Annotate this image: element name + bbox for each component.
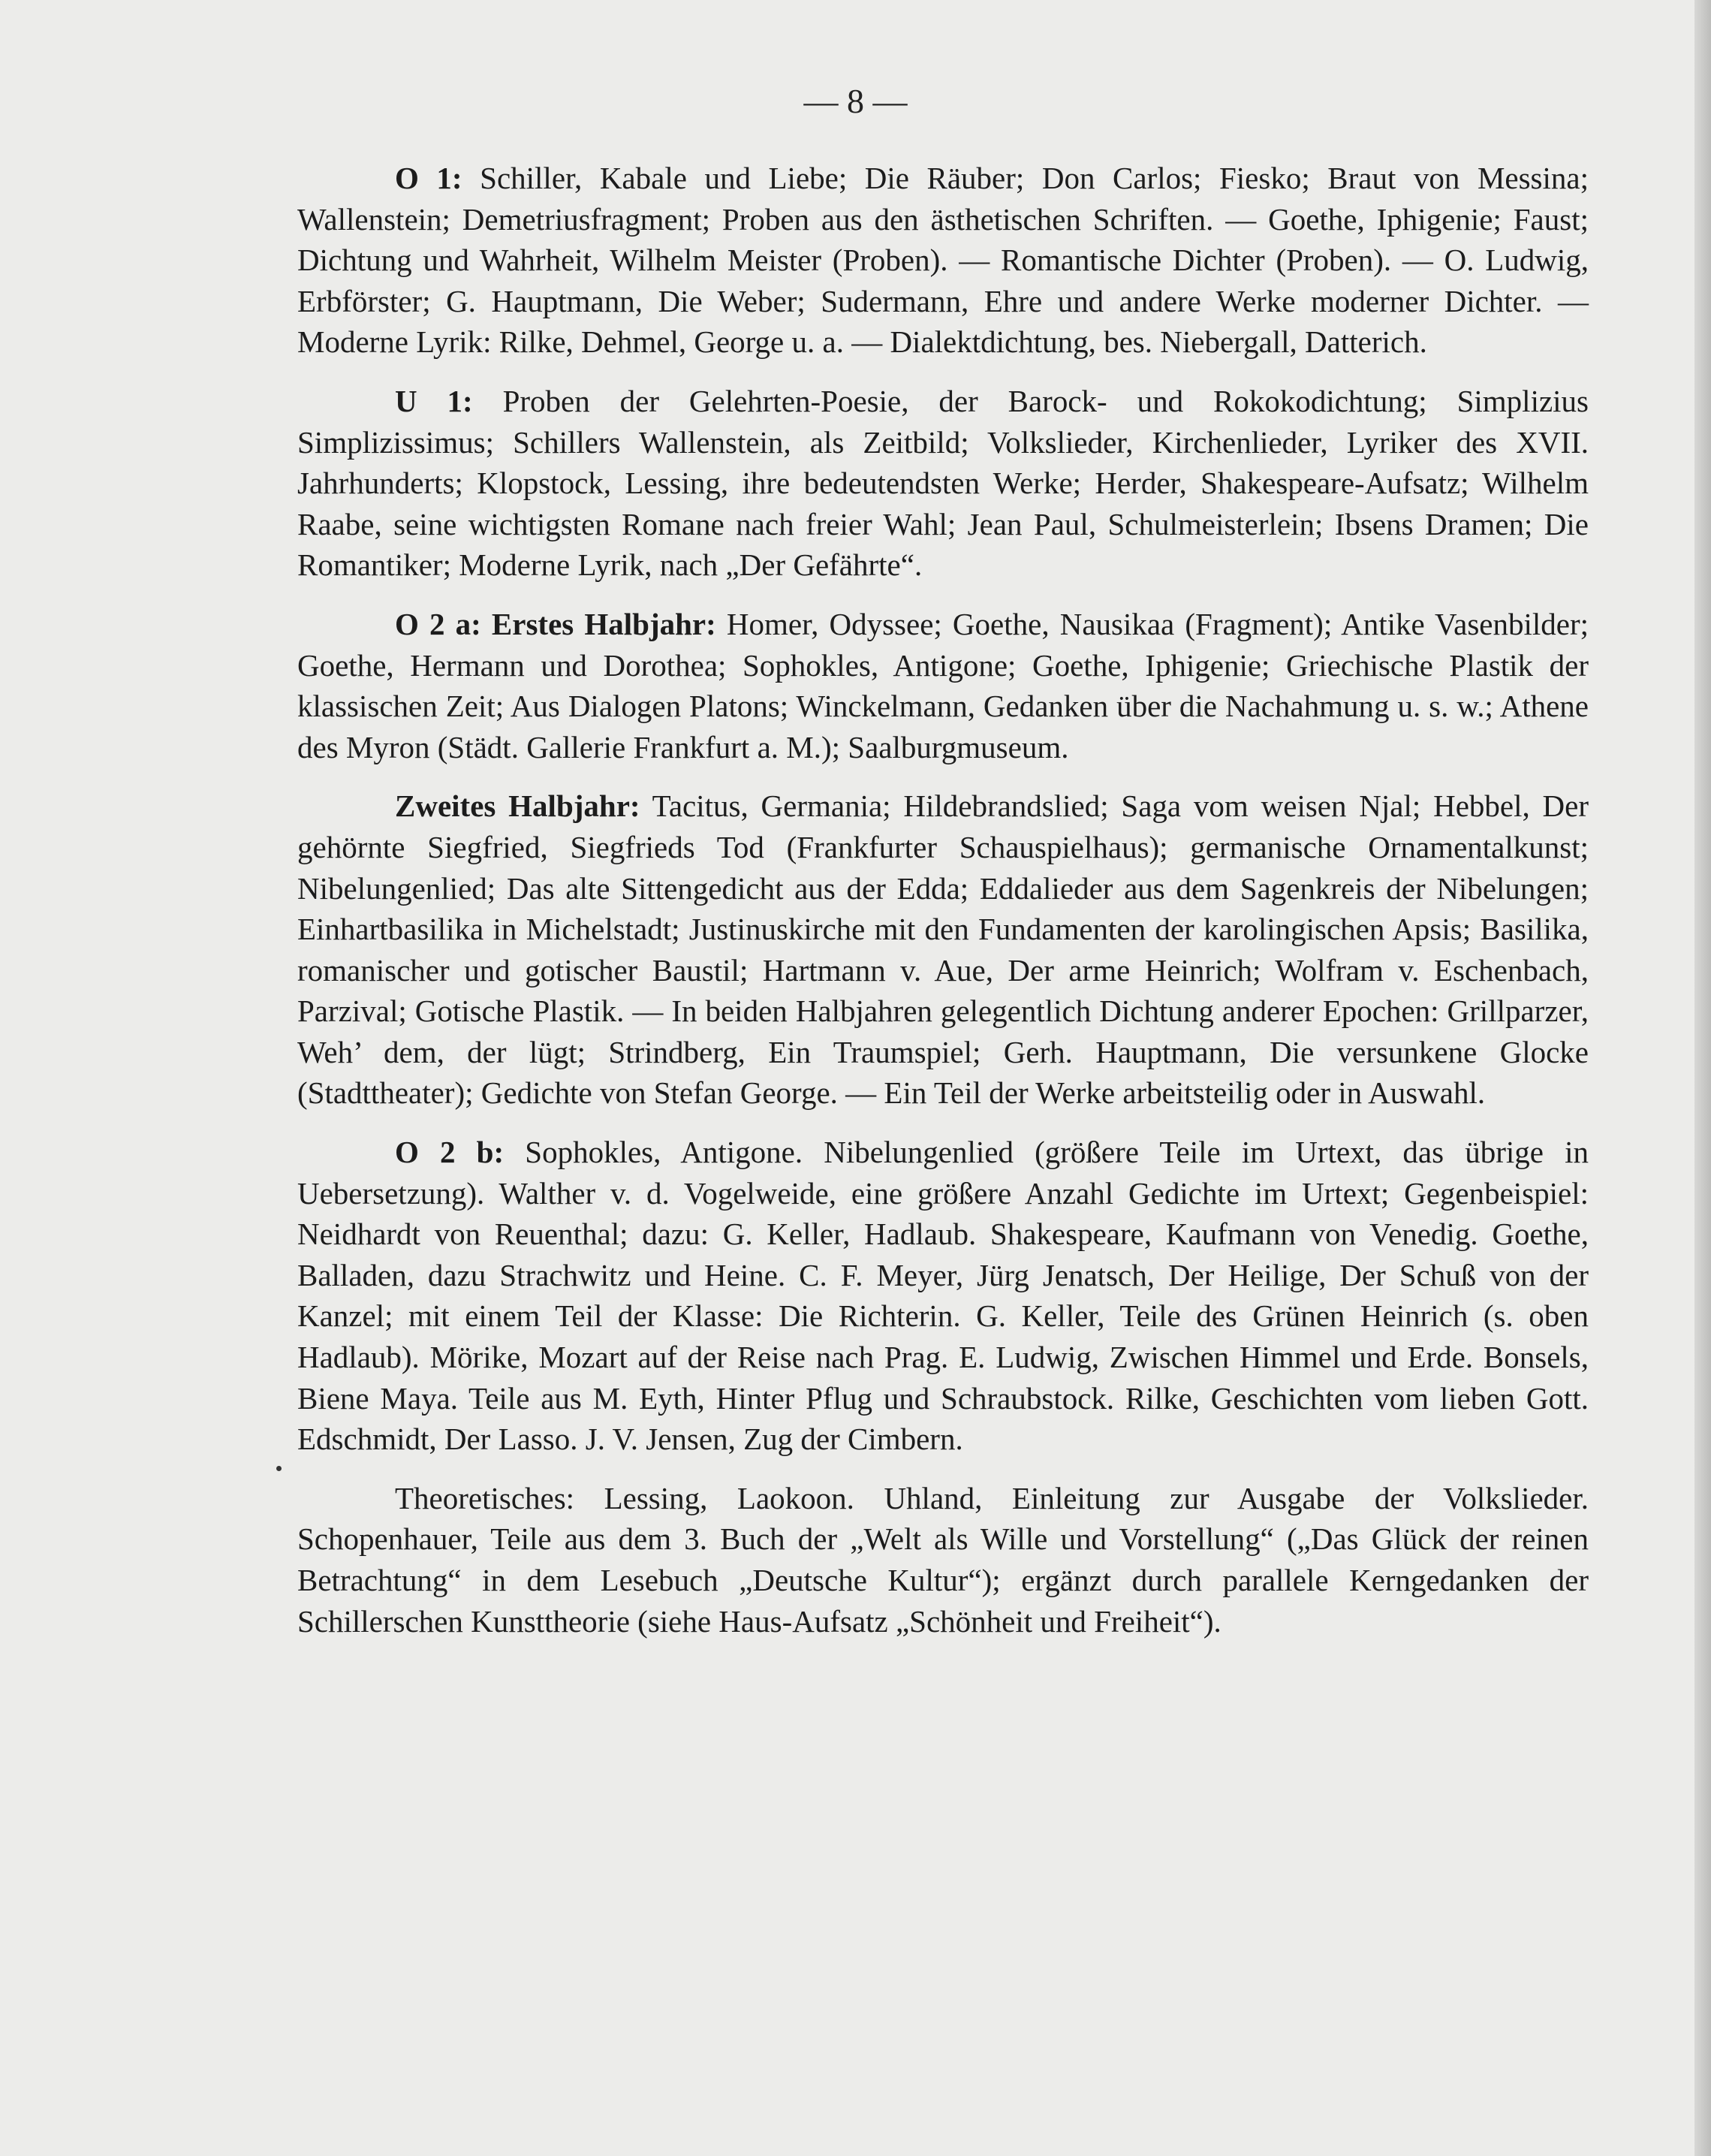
paragraph-o2a-second-half <box>297 786 1589 1114</box>
paragraph-text: Tacitus, Germania; Hildebrandslied; Saga vom weisen Njal; Hebbel, Der gehörnte Siegfried, Siegfrieds Tod (Frankfurter Schauspielhaus); germanische Ornamentalkunst; Nibelungenlied; Das alte Sittengedicht aus der Edda; Eddalieder aus dem Sagenkreis der Nibelungen; Einhartbasilika in Michelstadt; Justinuskirche mit den Fundamenten der karolingischen Apsis; Basilika, romanischer und gotischer Baustil; Hartmann v. Aue, Der arme Heinrich; Wolfram v. Eschenbach, Parzival; Gotische Plastik. — In beiden Halbjahren gelegentlich Dichtung anderer Epochen: Grillparzer, Weh’ dem, der lügt; Strindberg, Ein Traumspiel; Gerh. Hauptmann, Die versunkene Glocke (Stadttheater); Gedichte von Stefan George. — Ein Teil der Werke arbeitsteilig oder in Auswahl. <box>297 789 1589 1111</box>
page-edge-shadow <box>1694 0 1711 2156</box>
paragraph-o2a-first-half <box>297 604 1589 767</box>
document-body <box>297 158 1589 1660</box>
paragraph-text: Theoretisches: Lessing, Laokoon. Uhland, Einleitung zur Ausgabe der Volkslieder. Schopenhauer, Teile aus dem 3. Buch der „Welt als Wille und Vorstellung“ („Das Glück der reinen Betrachtung“ in dem Lesebuch „Deutsche Kultur“); ergänzt durch parallele Kerngedanken der Schillerschen Kunsttheorie (siehe Haus-Aufsatz „Schönheit und Freiheit“). <box>297 1480 1589 1639</box>
paragraph-label: O 2 b: <box>395 1135 505 1170</box>
paragraph-o2b <box>297 1132 1589 1460</box>
paragraph-text: Homer, Odyssee; Goethe, Nausikaa (Fragment); Antike Vasenbilder; Goethe, Hermann und Dorothea; Sophokles, Antigone; Goethe, Iphigenie; Griechische Plastik der klassischen Zeit; Aus Dialogen Platons; Winckelmann, Gedanken über die Nachahmung u. s. w.; Athene des Myron (Städt. Gallerie Frankfurt a. M.); Saalburgmuseum. <box>297 606 1589 764</box>
paragraph-theoretisches <box>297 1478 1589 1642</box>
paragraph-label: U 1: <box>395 383 473 418</box>
paragraph-text: Schiller, Kabale und Liebe; Die Räuber; Don Carlos; Fiesko; Braut von Messina; Wallenstein; Demetriusfragment; Proben aus den ästhetischen Schriften. — Goethe, Iphigenie; Faust; Dichtung und Wahrheit, Wilhelm Meister (Proben). — Romantische Dichter (Proben). — O. Ludwig, Erbförster; G. Hauptmann, Die Weber; Sudermann, Ehre und andere Werke moderner Dichter. — Moderne Lyrik: Rilke, Dehmel, George u. a. — Dialektdichtung, bes. Niebergall, Datterich. <box>297 161 1589 360</box>
paragraph-o1 <box>297 158 1589 363</box>
paragraph-text: Proben der Gelehrten-Poesie, der Barock- und Rokokodichtung; Simplizius Simplizissimus; Schillers Wallenstein, als Zeitbild; Volkslieder, Kirchenlieder, Lyriker des XVII. Jahrhunderts; Klopstock, Lessing, ihre bedeutendsten Werke; Herder, Shakespeare-Aufsatz; Wilhelm Raabe, seine wichtigsten Romane nach freier Wahl; Jean Paul, Schulmeisterlein; Ibsens Dramen; Die Romantiker; Moderne Lyrik, nach „Der Gefährte“. <box>297 383 1589 583</box>
paragraph-label: O 1: <box>395 161 462 195</box>
page-number: — 8 — <box>803 82 908 120</box>
paragraph-label: Zweites Halbjahr: <box>395 789 640 824</box>
ink-speck <box>276 1466 282 1471</box>
paragraph-label: O 2 a: Erstes Halbjahr: <box>395 606 716 641</box>
paragraph-text: Sophokles, Antigone. Nibelungenlied (größere Teile im Urtext, das übrige in Uebersetzung). Walther v. d. Vogelweide, eine größere Anzahl Gedichte im Urtext; Gegenbeispiel: Neidhardt von Reuenthal; dazu: G. Keller, Hadlaub. Shakespeare, Kaufmann von Venedig. Goethe, Balladen, dazu Strachwitz und Heine. C. F. Meyer, Jürg Jenatsch, Der Heilige, Der Schuß von der Kanzel; mit einem Teil der Klasse: Die Richterin. G. Keller, Teile des Grünen Heinrich (s. oben Hadlaub). Mörike, Mozart auf der Reise nach Prag. E. Ludwig, Zwischen Himmel und Erde. Bonsels, Biene Maya. Teile aus M. Eyth, Hinter Pflug und Schraubstock. Rilke, Geschichten vom lieben Gott. Edschmidt, Der Lasso. J. V. Jensen, Zug der Cimbern. <box>297 1135 1589 1457</box>
paragraph-u1 <box>297 381 1589 586</box>
